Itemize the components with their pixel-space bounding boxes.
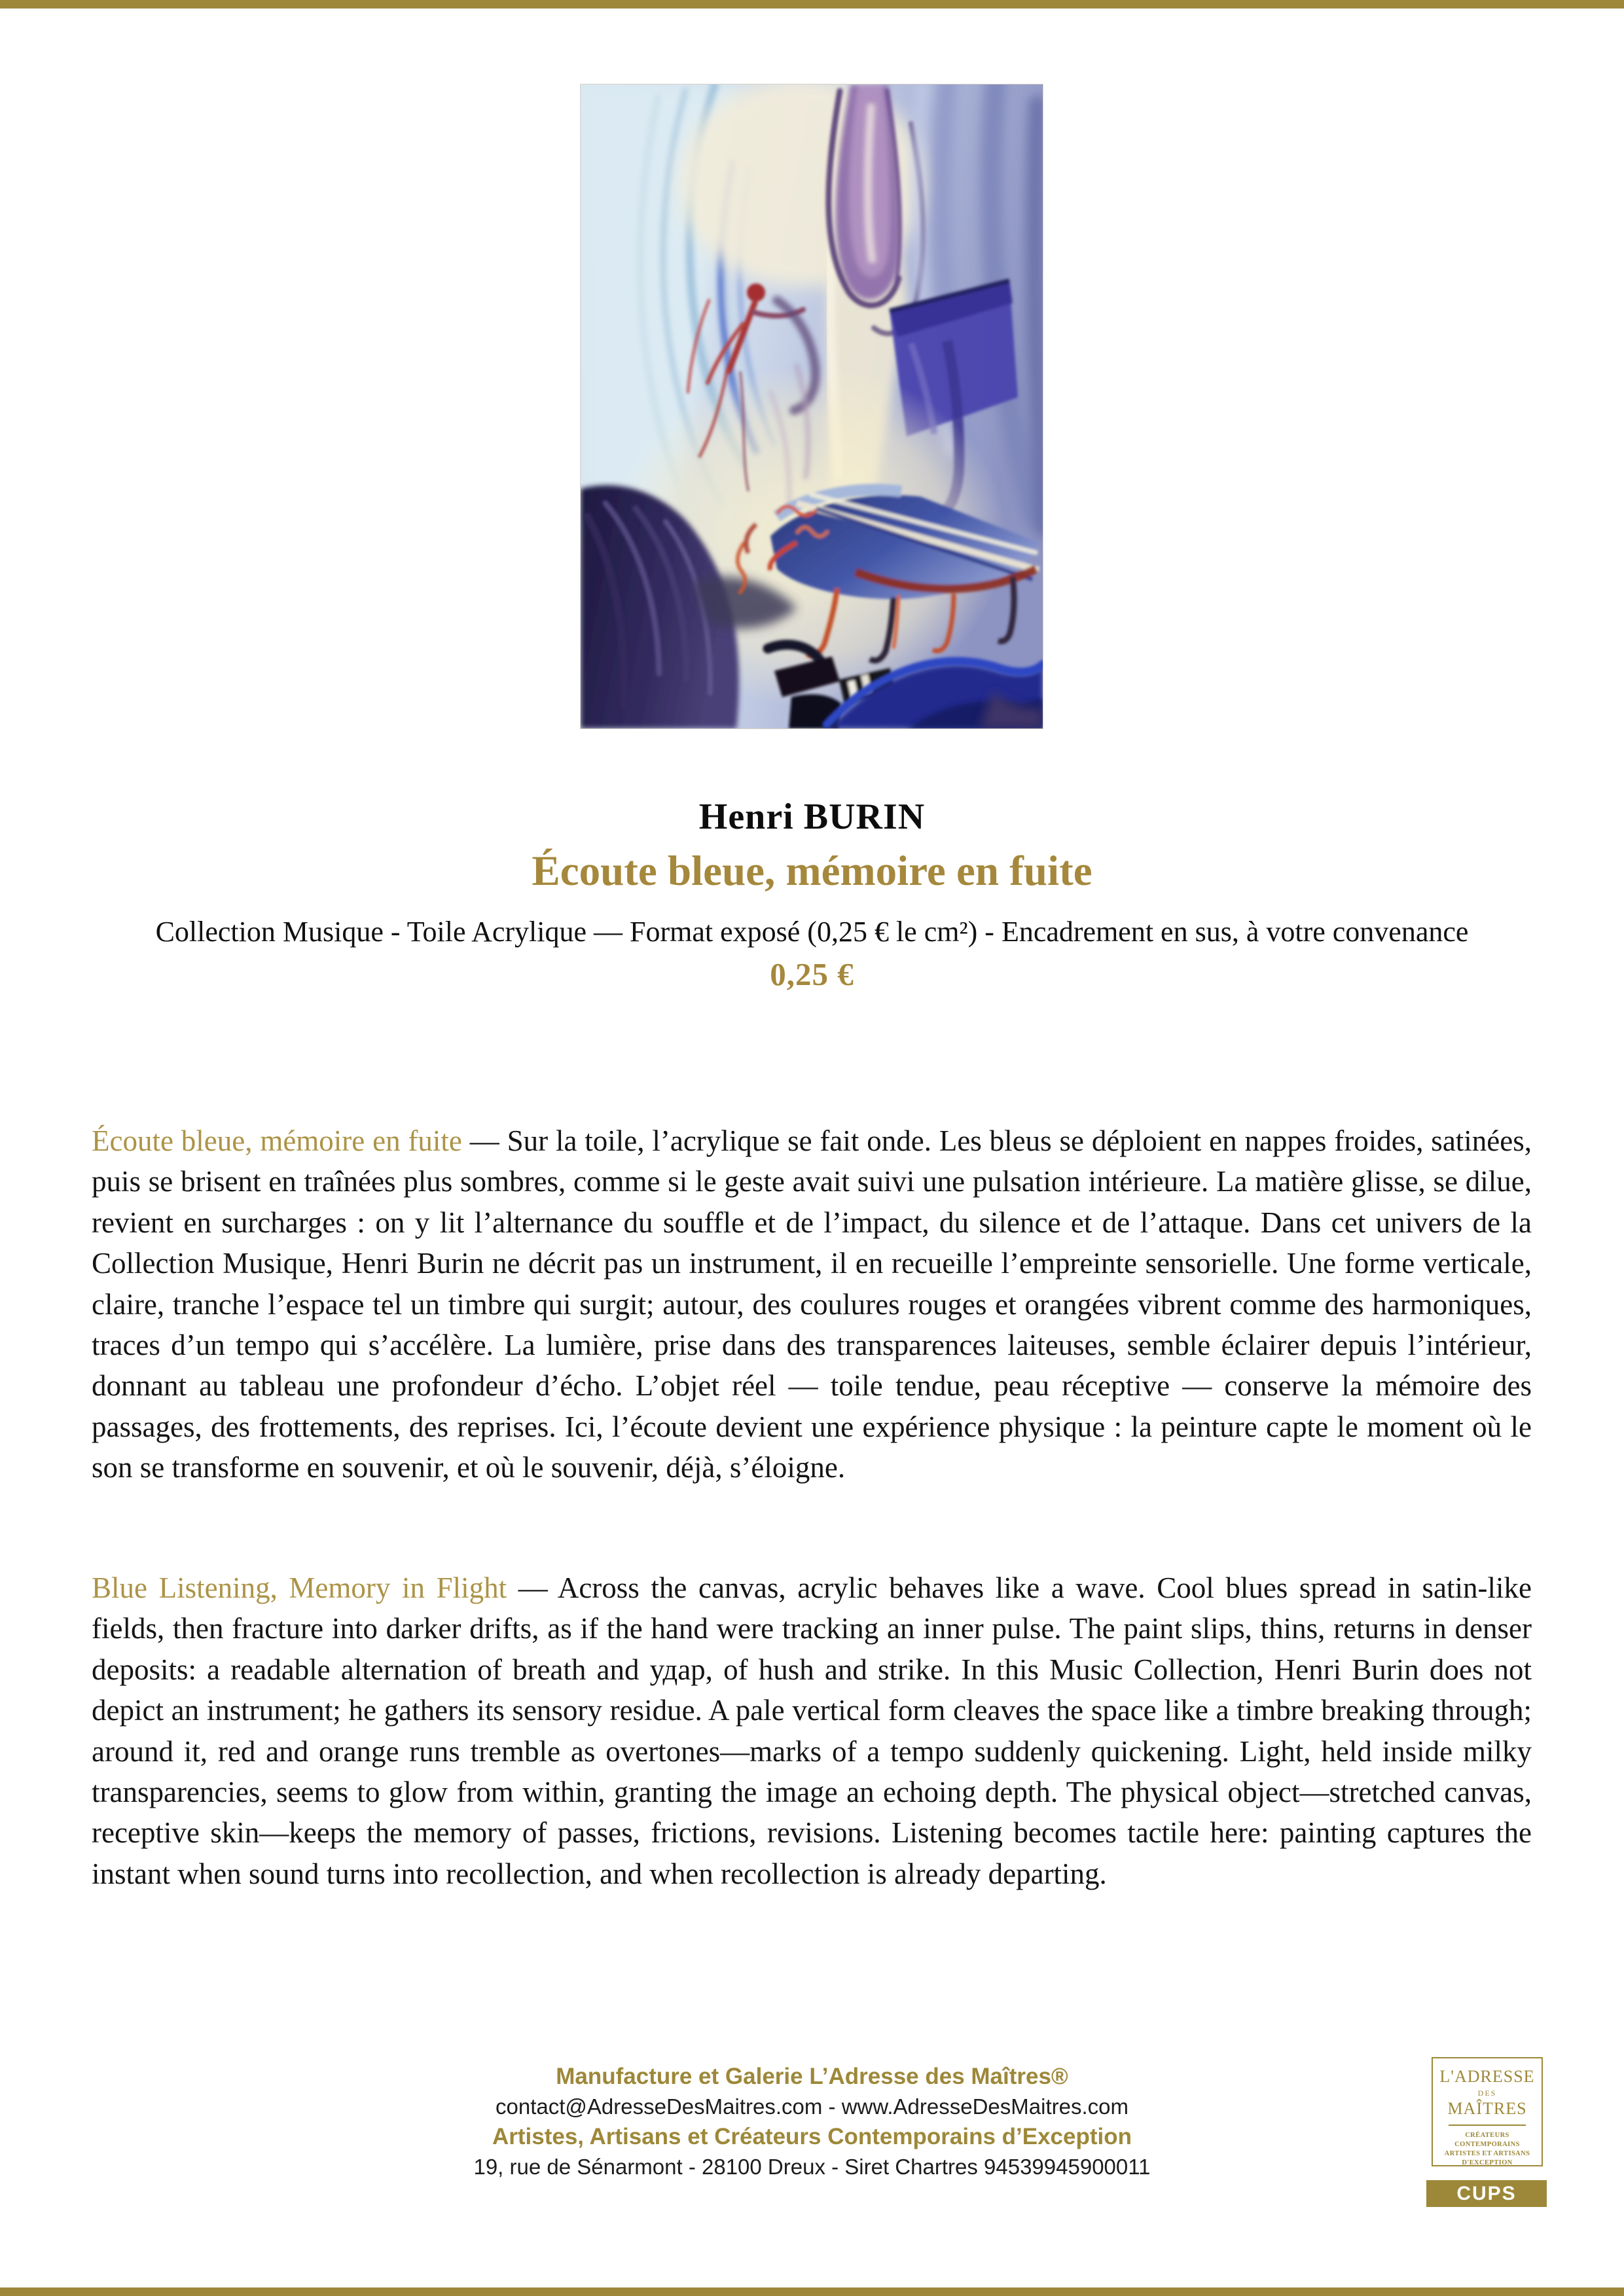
logo-title-line3: MAÎTRES	[1447, 2099, 1527, 2118]
description-french-body: Sur la toile, l’acrylique se fait onde. Les bleus se déploient en nappes froides, satinées, puis se brisent en traînées plus sombres, comme si le geste avait suivi une pulsation intérieure. La matière glisse, se dilue, revient en surcharges : on y lit l’alternance du souffle et de l’impact, du silence et de l’attaque. Dans cet univers de la Collection Musique, Henri Burin ne décrit pas un instrument, il en recueille l’empreinte sensorielle. Une forme verticale, claire, tranche l’espace tel un timbre qui surgit; autour, des coulures rouges et orangées vibrent comme des harmoniques, traces d’un tempo qui s’accélère. La lumière, prise dans des transparences laiteuses, semble éclairer depuis l’intérieur, donnant au tableau une profondeur d’écho. L’objet réel — toile tendue, peau réceptive — conserve la mémoire des passages, des frottements, des reprises. Ici, l’écoute devient une expérience physique : la peinture capte le moment où le son se transforme en souvenir, et où le souvenir, déjà, s’éloigne.	[92, 1124, 1532, 1484]
description-french-dash: —	[461, 1124, 507, 1157]
footer-contact-line	[0, 2092, 1624, 2122]
description-english-dash: —	[507, 1571, 558, 1604]
footer-tagline: Artistes, Artisans et Créateurs Contemporains d’Exception	[492, 2124, 1132, 2149]
bottom-gold-bar	[0, 2287, 1624, 2296]
artwork-title: Écoute bleue, mémoire en fuite	[532, 848, 1092, 895]
logo-subtitle-line2: ARTISTES ET ARTISANS	[1444, 2150, 1530, 2157]
logo-subtitle-line3: D'EXCEPTION	[1462, 2159, 1513, 2166]
artwork-details: Collection Musique - Toile Acrylique — Format exposé (0,25 € le cm²) - Encadrement en sus, à votre convenance	[155, 916, 1469, 948]
description-french-lead: Écoute bleue, mémoire en fuite	[92, 1124, 462, 1157]
footer-email-link[interactable]: contact@AdresseDesMaitres.com	[496, 2094, 823, 2119]
footer-contact-separator: -	[822, 2094, 842, 2119]
cups-badge	[1426, 2180, 1547, 2207]
footer-address: 19, rue de Sénarmont - 28100 Dreux - Siret Chartres 94539945900011	[473, 2155, 1151, 2179]
logo-title-line2: DES	[1477, 2089, 1497, 2098]
artist-name: Henri BURIN	[698, 797, 926, 837]
logo-title-line1: L'ADRESSE	[1439, 2067, 1535, 2086]
description-french	[92, 1121, 1532, 1488]
footer	[0, 2062, 1624, 2182]
logo-subtitle-line1: CRÉATEURS CONTEMPORAINS	[1454, 2132, 1520, 2148]
footer-brand: Manufacture et Galerie L’Adresse des Maîtres®	[556, 2064, 1068, 2089]
cups-badge-label: CUPS	[1456, 2182, 1517, 2204]
description-english	[92, 1568, 1532, 1894]
logo-divider	[1449, 2125, 1526, 2126]
description-english-body: Across the canvas, acrylic behaves like a wave. Cool blues spread in satin-like fields, then fracture into darker drifts, as if the hand were tracking an inner pulse. The paint slips, thins, returns in denser deposits: a readable alternation of breath and удар, of hush and strike. In this Music Collection, Henri Burin does not depict an instrument; he gathers its sensory residue. A pale vertical form cleaves the space like a timbre breaking through; around it, red and orange runs tremble as overtones—marks of a tempo suddenly quickening. Light, held inside milky transparencies, seems to glow from within, granting the image an echoing depth. The physical object—stretched canvas, receptive skin—keeps the memory of passes, frictions, revisions. Listening becomes tactile here: painting captures the instant when sound turns into recollection, and when recollection is already departing.	[92, 1571, 1532, 1890]
artwork-painting	[581, 84, 1043, 728]
description-english-lead: Blue Listening, Memory in Flight	[92, 1571, 507, 1604]
gallery-logo	[1432, 2057, 1543, 2166]
top-gold-bar	[0, 0, 1624, 9]
footer-website-link[interactable]: www.AdresseDesMaitres.com	[841, 2094, 1128, 2119]
artwork-price: 0,25 €	[770, 956, 854, 992]
painting-canvas	[581, 84, 1043, 728]
